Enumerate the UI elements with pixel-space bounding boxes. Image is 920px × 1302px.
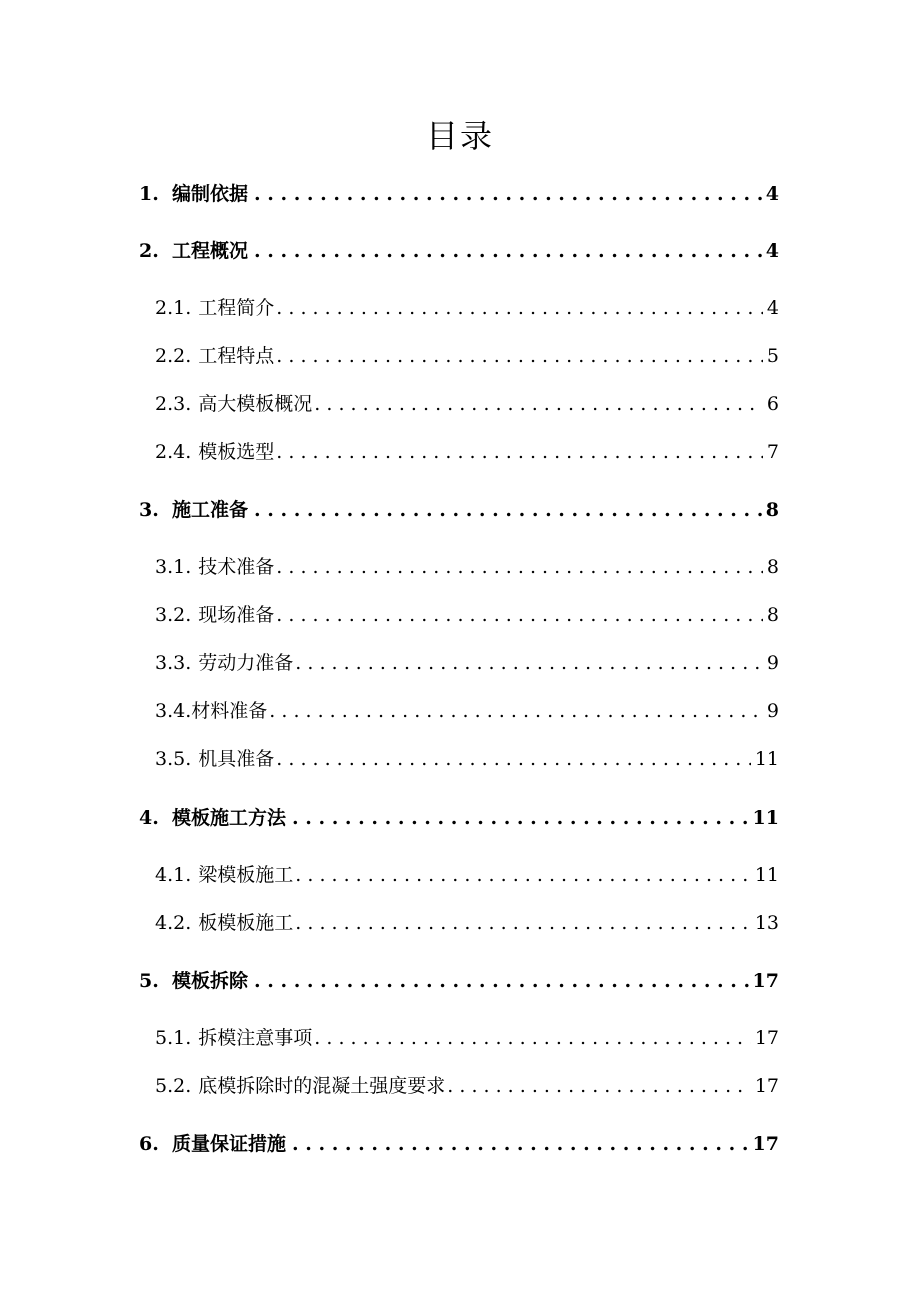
dot-leader [295,861,751,889]
toc-entry-page: 8 [766,556,779,578]
dot-leader [254,496,762,524]
toc-entry-number: 4. [139,807,159,829]
toc-entry-number: 3. [139,499,159,521]
toc-entry-3-4[interactable] [155,697,779,725]
toc-entry-number: 2. [139,240,159,262]
toc-entry-2-2[interactable] [155,342,779,370]
toc-entry-page: 4 [766,297,779,319]
toc-entry-number: 2.1. [155,297,192,319]
toc-entry-number: 4.2. [155,912,192,934]
toc-entry-page: 4 [765,183,779,205]
toc-entry-3-5[interactable] [155,745,779,773]
dot-leader [292,1130,749,1158]
toc-entry-3-2[interactable] [155,601,779,629]
toc-entry-page: 4 [765,240,779,262]
toc-entry-text: 模板施工方法 [172,807,287,829]
dot-leader [276,745,751,773]
toc-entry-text: 劳动力准备 [198,652,294,674]
toc-entry-page: 13 [754,912,779,934]
dot-leader [314,390,763,418]
dot-leader [254,180,762,208]
toc-entry-page: 7 [766,441,779,463]
toc-entry-page: 6 [766,393,779,415]
toc-entry-text: 施工准备 [172,499,249,521]
toc-entry-number: 4.1. [155,864,192,886]
dot-leader [295,909,751,937]
dot-leader [276,601,763,629]
toc-entry-number: 3.1. [155,556,192,578]
dot-leader [254,967,749,995]
toc-entry-page: 17 [754,1075,779,1097]
toc-entry-page: 11 [752,807,779,829]
toc-entry-number: 2.3. [155,393,192,415]
toc-entry-2[interactable] [139,237,779,265]
toc-entry-text: 材料准备 [191,700,268,722]
toc-entry-4-2[interactable] [155,909,779,937]
toc-entry-6[interactable] [139,1130,779,1158]
dot-leader [269,697,763,725]
toc-entry-3[interactable] [139,496,779,524]
toc-entry-page: 5 [766,345,779,367]
toc-entry-number: 5.1. [155,1027,192,1049]
toc-entry-page: 9 [766,700,779,722]
toc-entry-3-3[interactable] [155,649,779,677]
toc-entry-number: 3.3. [155,652,192,674]
dot-leader [276,553,763,581]
dot-leader [276,342,763,370]
toc-entry-number: 2.4. [155,441,192,463]
toc-entry-page: 8 [765,499,779,521]
dot-leader [254,237,762,265]
toc-entry-number: 3.5. [155,748,192,770]
dot-leader [314,1024,751,1052]
toc-entry-text: 技术准备 [198,556,275,578]
toc-entry-text: 模板选型 [198,441,275,463]
toc-entry-number: 1. [139,183,159,205]
dot-leader [276,294,763,322]
toc-entry-5-2[interactable] [155,1072,779,1100]
toc-entry-text: 板模板施工 [198,912,294,934]
toc-entry-page: 11 [754,864,779,886]
toc-entry-number: 5.2. [155,1075,192,1097]
toc-entry-4[interactable] [139,804,779,832]
toc-entry-page: 17 [752,970,779,992]
toc-entry-number: 5. [139,970,159,992]
toc-entry-page: 8 [766,604,779,626]
toc-entry-page: 17 [752,1133,779,1155]
toc-entry-2-4[interactable] [155,438,779,466]
toc-entry-text: 拆模注意事项 [198,1027,313,1049]
toc-entry-page: 11 [754,748,779,770]
toc-entry-number: 3.4. [155,700,192,722]
toc-entry-2-1[interactable] [155,294,779,322]
toc-entry-5-1[interactable] [155,1024,779,1052]
toc-entry-4-1[interactable] [155,861,779,889]
toc-entry-text: 质量保证措施 [172,1133,287,1155]
toc-entry-text: 工程概况 [172,240,249,262]
toc-entry-number: 2.2. [155,345,192,367]
toc-entry-number: 3.2. [155,604,192,626]
toc-entry-text: 工程特点 [198,345,275,367]
toc-entry-text: 机具准备 [198,748,275,770]
toc-entry-text: 工程简介 [198,297,275,319]
toc-entry-1[interactable] [139,180,779,208]
toc-entry-2-3[interactable] [155,390,779,418]
dot-leader [447,1072,751,1100]
toc-entry-text: 模板拆除 [172,970,249,992]
toc-entry-text: 梁模板施工 [198,864,294,886]
toc-entry-text: 底模拆除时的混凝土强度要求 [198,1075,446,1097]
dot-leader [276,438,763,466]
toc-entry-5[interactable] [139,967,779,995]
toc-entry-page: 17 [754,1027,779,1049]
toc-entry-number: 6. [139,1133,159,1155]
dot-leader [295,649,763,677]
page-title: 目录 [425,117,494,155]
toc-entry-page: 9 [766,652,779,674]
toc-entry-text: 编制依据 [172,183,249,205]
dot-leader [292,804,749,832]
toc-entry-text: 高大模板概况 [198,393,313,415]
toc-entry-text: 现场准备 [198,604,275,626]
toc-entry-3-1[interactable] [155,553,779,581]
